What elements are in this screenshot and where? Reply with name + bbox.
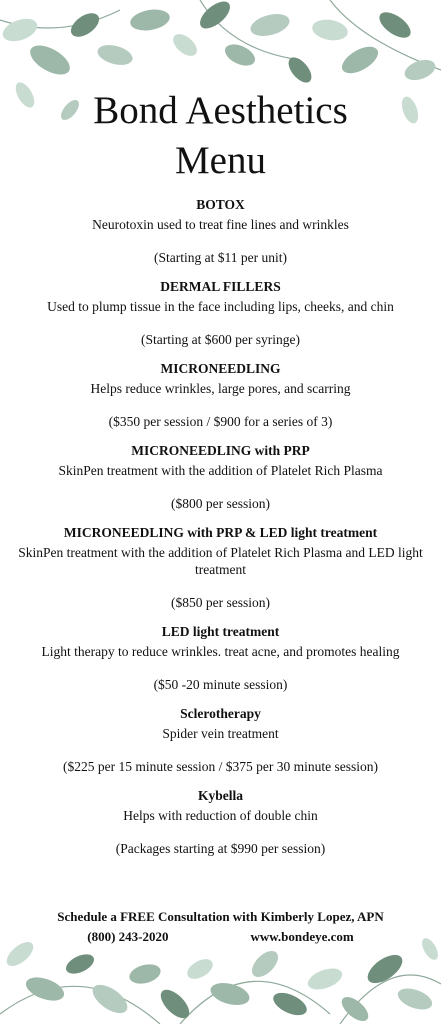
menu-item-botox bbox=[14, 196, 427, 266]
menu-item-name: DERMAL FILLERS bbox=[160, 279, 281, 294]
menu-item-dermal-fillers bbox=[14, 278, 427, 348]
website-link[interactable]: www.bondeye.com bbox=[250, 929, 354, 944]
contact-row bbox=[0, 927, 441, 947]
menu-item-price: (Starting at $11 per unit) bbox=[154, 250, 287, 265]
page-title bbox=[0, 86, 441, 186]
contact-footer bbox=[0, 907, 441, 947]
menu-item-microneedling-prp-led bbox=[14, 524, 427, 611]
menu-item-name: BOTOX bbox=[196, 197, 245, 212]
menu-item-price: ($850 per session) bbox=[171, 595, 270, 610]
menu-item-price: ($800 per session) bbox=[171, 496, 270, 511]
menu-item-name: Sclerotherapy bbox=[180, 706, 261, 721]
menu-item-name: MICRONEEDLING with PRP bbox=[131, 443, 310, 458]
menu-item-name: MICRONEEDLING with PRP & LED light treatment bbox=[63, 525, 378, 540]
menu-item-description: Used to plump tissue in the face including lips, cheeks, and chin bbox=[47, 299, 394, 314]
menu-item-price: (Packages starting at $990 per session) bbox=[115, 841, 326, 856]
menu-item-price: ($50 -20 minute session) bbox=[153, 677, 288, 692]
menu-item-description: Light therapy to reduce wrinkles. treat acne, and promotes healing bbox=[41, 644, 400, 659]
menu-item-kybella bbox=[14, 787, 427, 857]
menu-item-description: Neurotoxin used to treat fine lines and wrinkles bbox=[92, 217, 349, 232]
menu-item-description: Helps with reduction of double chin bbox=[123, 808, 318, 823]
service-menu bbox=[0, 196, 441, 869]
menu-item-description: SkinPen treatment with the addition of Platelet Rich Plasma bbox=[58, 463, 383, 478]
menu-item-sclerotherapy bbox=[14, 705, 427, 775]
menu-item-description: Helps reduce wrinkles, large pores, and scarring bbox=[90, 381, 351, 396]
title-line-2: Menu bbox=[175, 139, 266, 182]
menu-item-name: MICRONEEDLING bbox=[160, 361, 281, 376]
menu-item-name: LED light treatment bbox=[161, 624, 280, 639]
menu-item-microneedling bbox=[14, 360, 427, 430]
menu-item-name: Kybella bbox=[197, 788, 243, 803]
menu-item-description: SkinPen treatment with the addition of Platelet Rich Plasma and LED light treatment bbox=[18, 545, 423, 577]
menu-item-price: ($225 per 15 minute session / $375 per 30 minute session) bbox=[63, 759, 378, 774]
menu-item-led-light bbox=[14, 623, 427, 693]
menu-item-price: ($350 per session / $900 for a series of 3) bbox=[108, 414, 333, 429]
menu-item-microneedling-prp bbox=[14, 442, 427, 512]
menu-item-price: (Starting at $600 per syringe) bbox=[141, 332, 300, 347]
menu-item-description: Spider vein treatment bbox=[162, 726, 279, 741]
consultation-text: Schedule a FREE Consultation with Kimberly Lopez, APN bbox=[57, 909, 384, 924]
title-line-1: Bond Aesthetics bbox=[93, 89, 348, 132]
phone-number[interactable]: (800) 243-2020 bbox=[87, 929, 169, 944]
